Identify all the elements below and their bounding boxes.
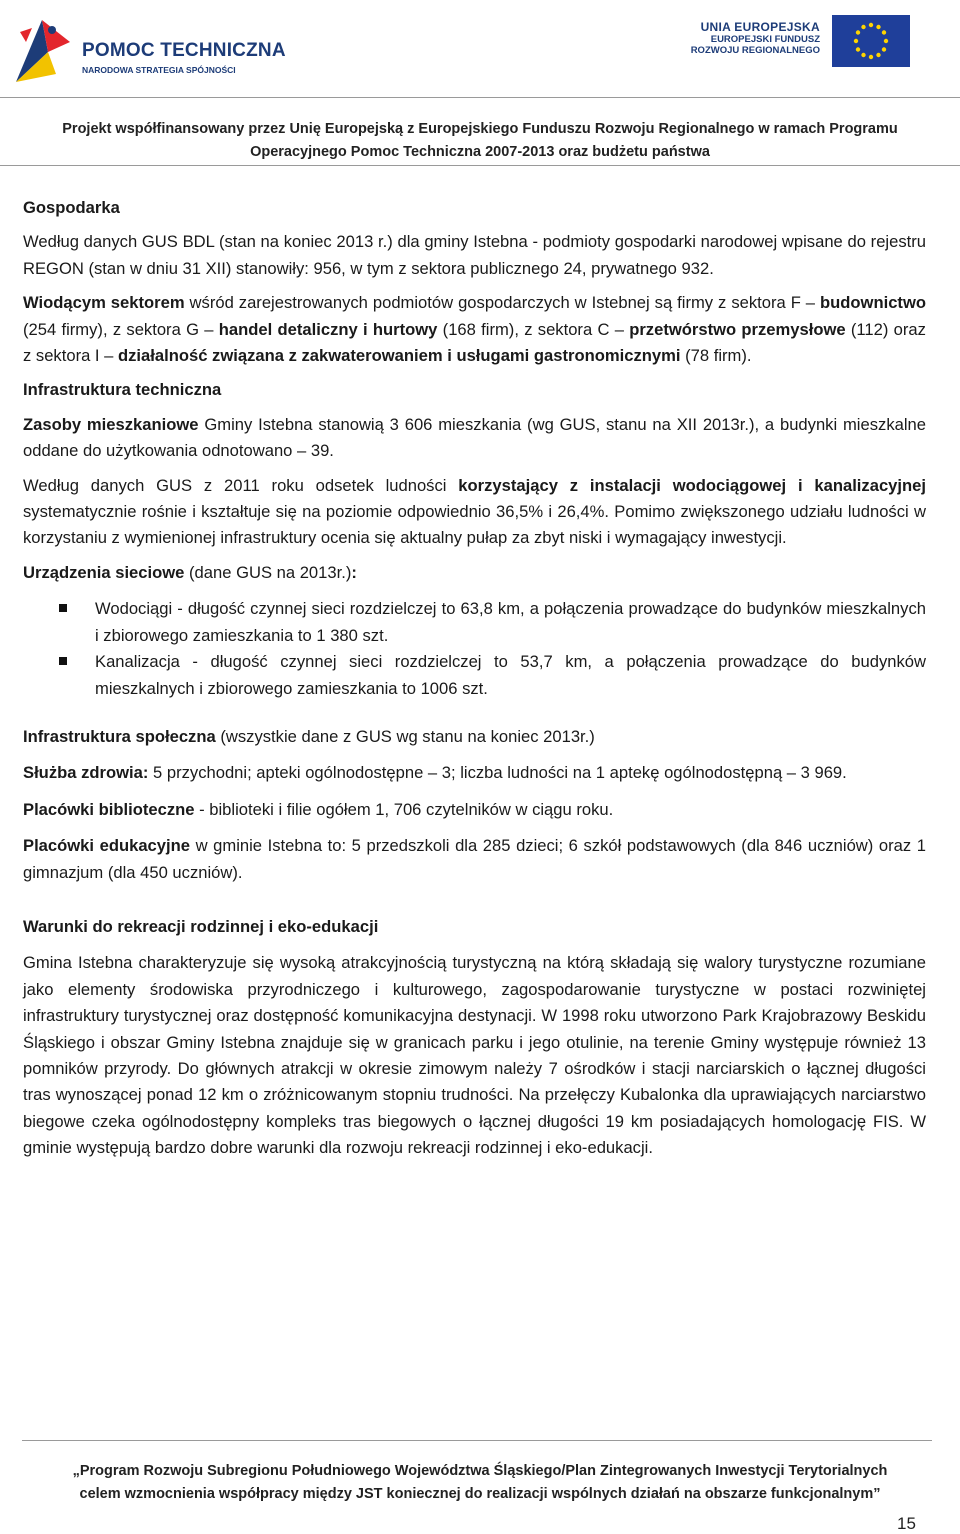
paragraph-social-infrastructure xyxy=(23,724,926,750)
text: w gminie Istebna to: 5 przedszkoli dla 285 dzieci; 6 szkół podstawowych (dla 846 uczniów) oraz 1 gimnazjum (dla 450 uczniów). xyxy=(23,836,926,882)
square-bullet-icon xyxy=(59,657,67,665)
text: (112) oraz z sektora I – xyxy=(23,319,926,366)
bold-text: Wiodącym sektorem xyxy=(23,293,185,313)
text: (dane GUS na 2013r.) xyxy=(184,562,352,582)
footer-line1: „Program Rozwoju Subregionu Południowego Województwa Śląskiego/Plan Zintegrowanych Inwestycji Terytorialnych xyxy=(72,1463,888,1479)
bold-text: Infrastruktura społeczna xyxy=(23,726,216,746)
header-divider-top xyxy=(0,97,960,98)
bold-text: Urządzenia sieciowe xyxy=(23,562,185,582)
bold-text: korzystający z instalacji wodociągowej i kanalizacyjnej xyxy=(458,475,926,495)
eu-logo xyxy=(680,12,920,72)
eu-logo-line3: ROZWOJU REGIONALNEGO xyxy=(690,45,820,56)
bold-text: działalność związana z zakwaterowaniem i usługami gastronomicznymi xyxy=(118,346,681,366)
text: systematycznie rośnie i kształtuje się na poziomie odpowiednio 36,5% i 26,4%. Pomimo zwiększonego udziału ludności w korzystaniu z wymienionej infrastruktury ocenia się aktualny pułap za zbyt niski i wymagający inwestycji. xyxy=(23,502,926,548)
eu-flag-icon xyxy=(832,15,910,67)
bold-text: handel detaliczny i hurtowy xyxy=(218,319,438,339)
list-item-text: Wodociągi - długość czynnej sieci rozdzielczej to 63,8 km, a połączenia prowadzące do budynków mieszkalnych i zbiorowego zamieszkania to 1 380 szt. xyxy=(95,599,926,645)
page-header xyxy=(0,0,960,165)
text: (78 firm). xyxy=(680,346,752,366)
text: Gminy Istebna stanowią 3 606 mieszkania (wg GUS, stanu na XII 2013r.), a budynki mieszkalne oddane do użytkowania odnotowano – 39. xyxy=(23,414,926,461)
paragraph-education xyxy=(23,833,926,886)
bold-text: budownictwo xyxy=(820,293,926,313)
paragraph-network-devices xyxy=(23,560,926,586)
bold-text: Służba zdrowia: xyxy=(23,763,149,783)
eu-logo-line1: UNIA EUROPEJSKA xyxy=(700,20,820,34)
bold-text: przetwórstwo przemysłowe xyxy=(629,319,846,339)
paragraph-housing xyxy=(23,412,926,465)
network-list xyxy=(23,596,926,702)
text: Według danych GUS z 2011 roku odsetek ludności xyxy=(23,475,459,495)
paragraph-health-service xyxy=(23,760,926,786)
bold-text: : xyxy=(351,562,357,582)
list-item xyxy=(23,649,926,702)
bold-text: Placówki edukacyjne xyxy=(23,836,190,856)
section-heading-rekreacja: Warunki do rekreacji rodzinnej i eko-edukacji xyxy=(23,916,379,936)
footer-line2: celem wzmocnienia współpracy między JST koniecznej do realizacji wspólnych działań na obszarze funkcjonalnym” xyxy=(79,1486,881,1502)
footer-program-note xyxy=(0,1460,960,1506)
paragraph-leading-sectors xyxy=(23,290,926,369)
section-heading-infrastruktura-techniczna: Infrastruktura techniczna xyxy=(23,380,222,400)
list-item-text: Kanalizacja - długość czynnej sieci rozdzielczej to 53,7 km, a połączenia prowadzące do budynków mieszkalnych i zbiorowego zamieszkania to 1006 szt. xyxy=(95,652,926,698)
section-heading-gospodarka: Gospodarka xyxy=(23,198,120,217)
text: (254 firmy), z sektora G – xyxy=(23,319,219,339)
logo-title: POMOC TECHNICZNA xyxy=(82,40,286,61)
bold-text: Placówki biblioteczne xyxy=(23,799,195,819)
eu-logo-text xyxy=(691,20,820,56)
paragraph-libraries xyxy=(23,797,926,823)
project-note-line1: Projekt współfinansowany przez Unię Europejską z Europejskiego Funduszu Rozwoju Regionalnego w ramach Programu xyxy=(62,121,898,137)
document-body xyxy=(23,195,926,1162)
text: (168 firm), z sektora C – xyxy=(437,319,630,339)
project-note-line2: Operacyjnego Pomoc Techniczna 2007-2013 oraz budżetu państwa xyxy=(250,144,710,160)
text: wśród zarejestrowanych podmiotów gospodarczych w Istebnej są firmy z sektora F – xyxy=(184,293,820,313)
square-bullet-icon xyxy=(59,604,67,612)
page-number: 15 xyxy=(897,1514,916,1533)
project-cofinancing-note xyxy=(0,118,960,164)
eu-logo-line2: EUROPEJSKI FUNDUSZ xyxy=(710,34,820,45)
paragraph-water-sewage xyxy=(23,473,926,552)
text: (wszystkie dane z GUS wg stanu na koniec 2013r.) xyxy=(215,726,595,746)
pomoc-techniczna-logo xyxy=(12,12,286,87)
header-divider-bottom xyxy=(0,165,960,166)
bold-text: Zasoby mieszkaniowe xyxy=(23,414,199,434)
paragraph-recreation: Gmina Istebna charakteryzuje się wysoką atrakcyjnością turystyczną na którą składają się walory turystyczne rozumiane jako elementy środowiska przyrodniczego i kulturowego, zagospodarowanie turystyczne w postaci rozwiniętej infrastruktury turystycznej oraz dostępność komunikacyjna destynacji. W 1998 roku utworzono Park Krajobrazowy Beskidu Śląskiego i obszar Gminy Istebna znajduje się w granicach parku i jego otulinie, na terenie Gminy występuje również 13 pomników przyrody. Do głównych atrakcji w okresie zimowym należy 7 ośrodków i stacji narciarskich o łącznej długości tras wynoszącej ponad 12 km o zróżnicowanym stopniu trudności. Na przełęczy Kubalonka dla uprawiających narciarstwo biegowe czeka ogólnodostępny kompleks tras biegowych o łącznej długości 19 km posiadających homologację FIS. W gminie występują bardzo dobre warunki dla rozwoju rekreacji rodzinnej i eko-edukacji. xyxy=(23,953,926,1158)
text: - biblioteki i filie ogółem 1, 706 czytelników w ciągu roku. xyxy=(194,799,614,819)
logo-subtitle: NARODOWA STRATEGIA SPÓJNOŚCI xyxy=(82,65,236,75)
text: 5 przychodni; apteki ogólnodostępne – 3; liczba ludności na 1 aptekę ogólnodostępną – 3 969. xyxy=(148,763,847,783)
list-item xyxy=(23,596,926,649)
footer-divider xyxy=(22,1440,932,1441)
pomoc-techniczna-emblem-icon xyxy=(12,12,74,87)
paragraph-regon: Według danych GUS BDL (stan na koniec 2013 r.) dla gminy Istebna - podmioty gospodarki narodowej wpisane do rejestru REGON (stan w dniu 31 XII) stanowiły: 956, w tym z sektora publicznego 24, prywatnego 932. xyxy=(23,232,926,278)
